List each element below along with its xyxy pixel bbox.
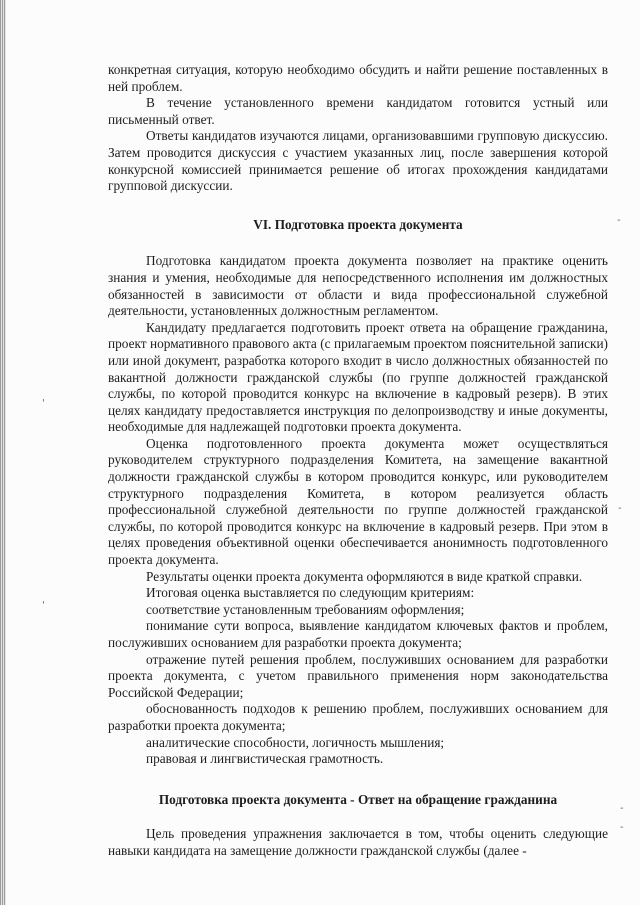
scan-mark: - [617, 215, 621, 226]
paragraph: Подготовка кандидатом проекта документа позволяет на практике оценить знания и умения, необходимые для непосредственного исполнения им должностных обязанностей в зависимости от области и вида профессиональной служебной деятельности, установленных должностным регламентом. [108, 253, 608, 319]
subsection-heading: Подготовка проекта документа - Ответ на обращение гражданина [158, 791, 558, 807]
scan-mark: - [620, 822, 624, 833]
paragraph: Кандидату предлагается подготовить проект ответа на обращение гражданина, проект нормативного правового акта (с прилагаемым проектом пояснительной записки) или иной документ, разработка которого входит в число должностных обязанностей по вакантной должности гражданской службы (по группе должностей гражданской службы, по которой проводится конкурс на включение в кадровый резерв). В этих целях кандидату предоставляется инструкция по делопроизводству и иные документы, необходимые для надлежащей подготовки проекта документа. [108, 319, 608, 435]
criterion-item: правовая и лингвистическая грамотность. [146, 751, 384, 767]
scan-mark: ' [42, 600, 45, 611]
criterion-item: отражение путей решения проблем, послуживших основанием для разработки проекта документа, с учетом правильного применения норм законодательства Российской Федерации; [108, 651, 608, 700]
section-heading: VI. Подготовка проекта документа [253, 216, 463, 232]
scan-mark: ' [42, 398, 45, 409]
criterion-item: соответствие установленным требованиям оформления; [146, 601, 465, 617]
document-body [108, 62, 608, 860]
scan-edge [0, 0, 6, 905]
scan-mark: - [618, 503, 622, 514]
paragraph: Ответы кандидатов изучаются лицами, организовавшими групповую дискуссию. Затем проводится дискуссия с участием указанных лиц, после завершения которой конкурсной комиссией принимается решение об итогах прохождения кандидатами групповой дискуссии. [108, 128, 608, 194]
paragraph: Оценка подготовленного проекта документа может осуществляться руководителем структурного подразделения Комитета, на замещение вакантной должности гражданской службы в котором проводится конкурс, или руководителем структурного подразделения Комитета, в котором реализуется область профессиональной служебной деятельности по группе должностей гражданской службы, по которой проводится конкурс на включение в кадровый резерв. При этом в целях проведения объективной оценки обеспечивается анонимность подготовленного проекта документа. [108, 435, 608, 568]
paragraph: конкретная ситуация, которую необходимо обсудить и найти решение поставленных в ней проблем. [108, 62, 608, 94]
paragraph: Цель проведения упражнения заключается в том, чтобы оценить следующие навыки кандидата на замещение должности гражданской службы (далее - [108, 826, 608, 858]
paragraph: Итоговая оценка выставляется по следующим критериям: [146, 585, 475, 601]
criterion-item: обоснованность подходов к решению проблем, послуживших основанием для разработки проекта документа; [108, 701, 608, 733]
criterion-item: понимание сути вопроса, выявление кандидатом ключевых фактов и проблем, послуживших основанием для разработки проекта документа; [108, 618, 608, 650]
scan-mark: - [620, 803, 624, 814]
criterion-item: аналитические способности, логичность мышления; [146, 734, 445, 750]
paragraph: Результаты оценки проекта документа оформляются в виде краткой справки. [146, 568, 583, 584]
paragraph: В течение установленного времени кандидатом готовится устный или письменный ответ. [108, 95, 608, 127]
